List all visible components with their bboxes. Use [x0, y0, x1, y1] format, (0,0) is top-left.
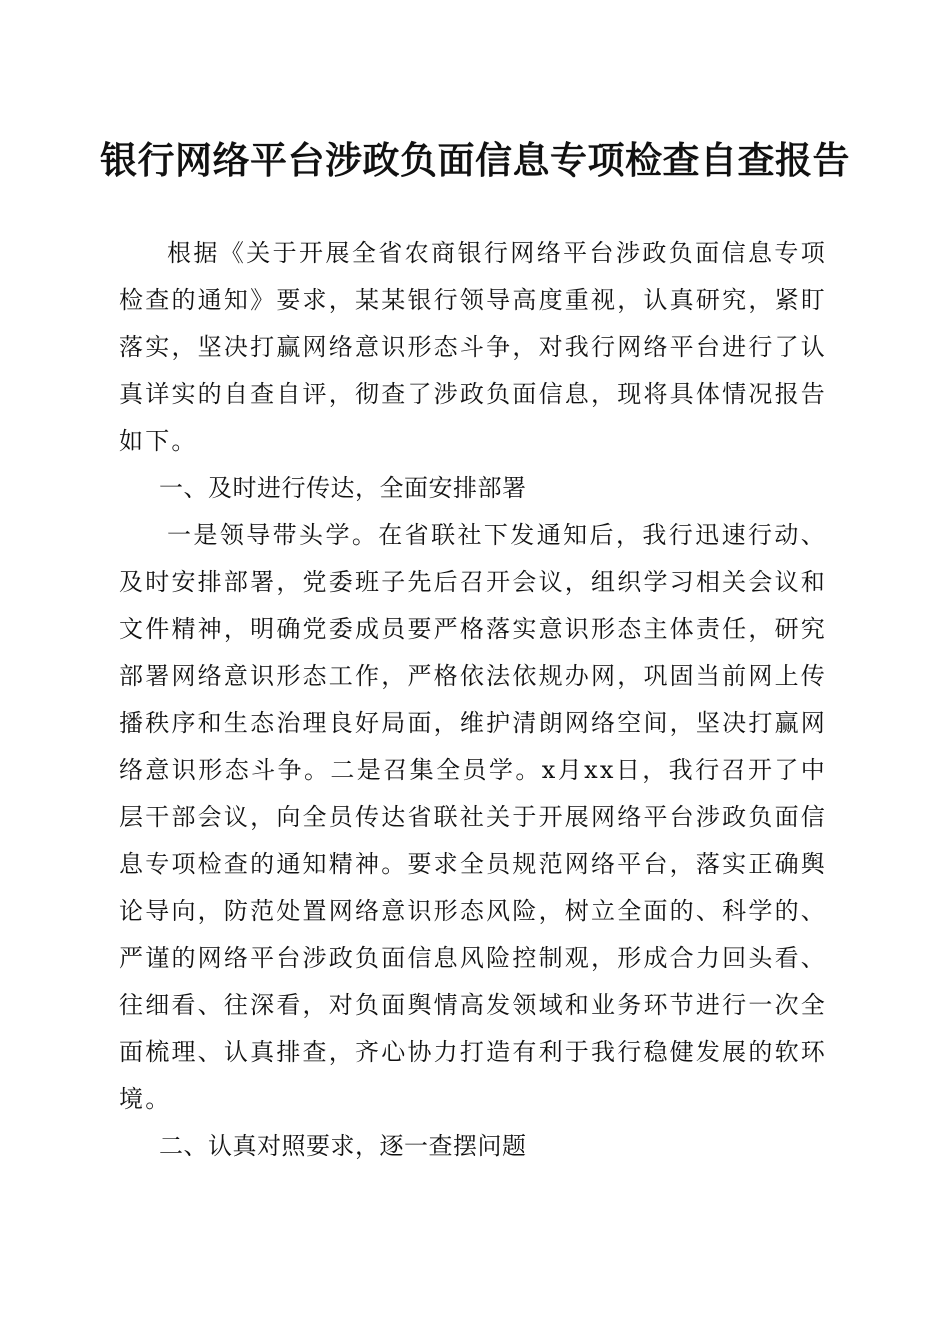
section-1-paragraph: 一是领导带头学。在省联社下发通知后，我行迅速行动、及时安排部署，党委班子先后召开会议，组织学习相关会议和文件精神，明确党委成员要严格落实意识形态主体责任，研究部署网络意识形态工作，严格依法依规办网，巩固当前网上传播秩序和生态治理良好局面，维护清朗网络空间，坚决打赢网络意识形态斗争。二是召集全员学。x月xx日，我行召开了中层干部会议，向全员传达省联社关于开展网络平台涉政负面信息专项检查的通知精神。要求全员规范网络平台，落实正确舆论导向，防范处置网络意识形态风险，树立全面的、科学的、严谨的网络平台涉政负面信息风险控制观，形成合力回头看、往细看、往深看，对负面舆情高发领域和业务环节进行一次全面梳理、认真排查，齐心协力打造有利于我行稳健发展的软环境。	[119, 521, 827, 1113]
document-body	[119, 230, 827, 1170]
intro-paragraph: 根据《关于开展全省农商银行网络平台涉政负面信息专项检查的通知》要求，某某银行领导高度重视，认真研究，紧盯落实，坚决打赢网络意识形态斗争，对我行网络平台进行了认真详实的自查自评，彻查了涉政负面信息，现将具体情况报告如下。	[119, 239, 827, 455]
section-2-heading: 二、认真对照要求，逐一查摆问题	[159, 1132, 527, 1160]
section-1-heading: 一、及时进行传达，全面安排部署	[159, 474, 527, 502]
document-title: 银行网络平台涉政负面信息专项检查自查报告	[100, 138, 850, 182]
